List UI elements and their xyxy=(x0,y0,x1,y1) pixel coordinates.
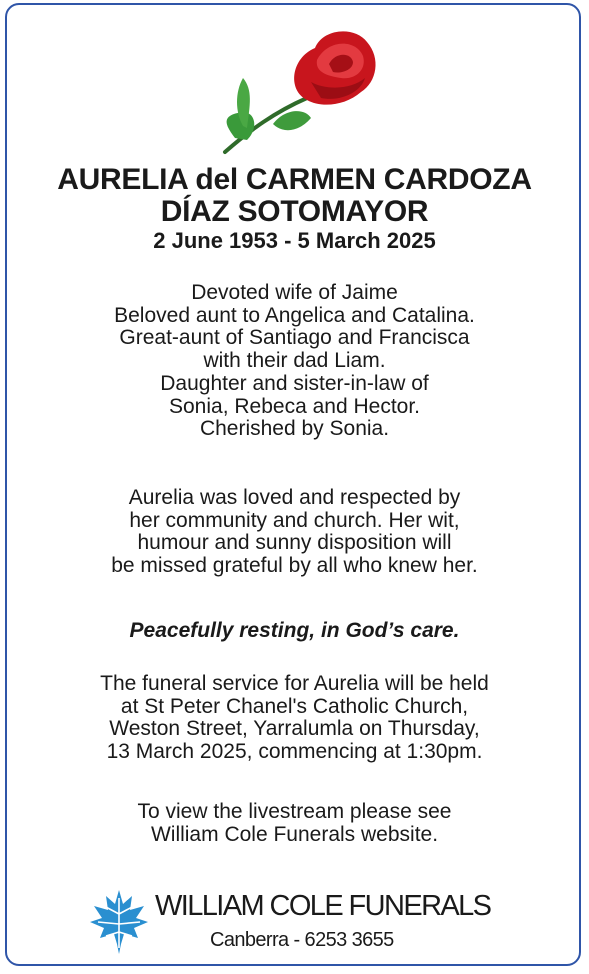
tribute-paragraph xyxy=(0,487,589,578)
family-line: Great-aunt of Santiago and Francisca xyxy=(119,326,470,350)
tribute-line: Aurelia was loved and respected by xyxy=(128,486,461,509)
family-line: Daughter and sister-in-law of xyxy=(160,371,429,395)
service-line: The funeral service for Aurelia will be held xyxy=(100,672,489,695)
livestream-paragraph xyxy=(0,801,589,846)
service-line: 13 March 2025, commencing at 1:30pm. xyxy=(106,740,483,764)
maple-leaf-icon xyxy=(88,888,150,954)
deceased-name-line-2: DÍAZ SOTOMAYOR xyxy=(160,195,429,228)
funeral-home-name: WILLIAM COLE FUNERALS xyxy=(155,890,491,922)
funeral-home-phone: Canberra - 6253 3655 xyxy=(210,929,394,951)
service-paragraph xyxy=(0,673,589,764)
tribute-line: her community and church. Her wit, xyxy=(129,508,460,532)
life-dates: 2 June 1953 - 5 March 2025 xyxy=(153,228,436,253)
resting-line: Peacefully resting, in God’s care. xyxy=(129,619,460,642)
family-line: Beloved aunt to Angelica and Catalina. xyxy=(114,303,475,327)
service-line: at St Peter Chanel's Catholic Church, xyxy=(120,694,469,718)
red-rose-icon xyxy=(195,20,385,160)
family-line: Cherished by Sonia. xyxy=(199,417,390,441)
family-line: with their dad Liam. xyxy=(203,349,386,373)
deceased-name-line-1: AURELIA del CARMEN CARDOZA xyxy=(57,163,532,196)
service-line: Weston Street, Yarralumla on Thursday, xyxy=(109,717,480,741)
family-line: Sonia, Rebeca and Hector. xyxy=(169,394,420,418)
family-paragraph xyxy=(0,282,589,441)
tribute-line: humour and sunny disposition will xyxy=(137,531,452,555)
livestream-line: To view the livestream please see xyxy=(137,800,452,823)
family-line: Devoted wife of Jaime xyxy=(191,281,398,304)
tribute-line: be missed grateful by all who knew her. xyxy=(111,554,478,578)
livestream-line: William Cole Funerals website. xyxy=(150,822,439,846)
